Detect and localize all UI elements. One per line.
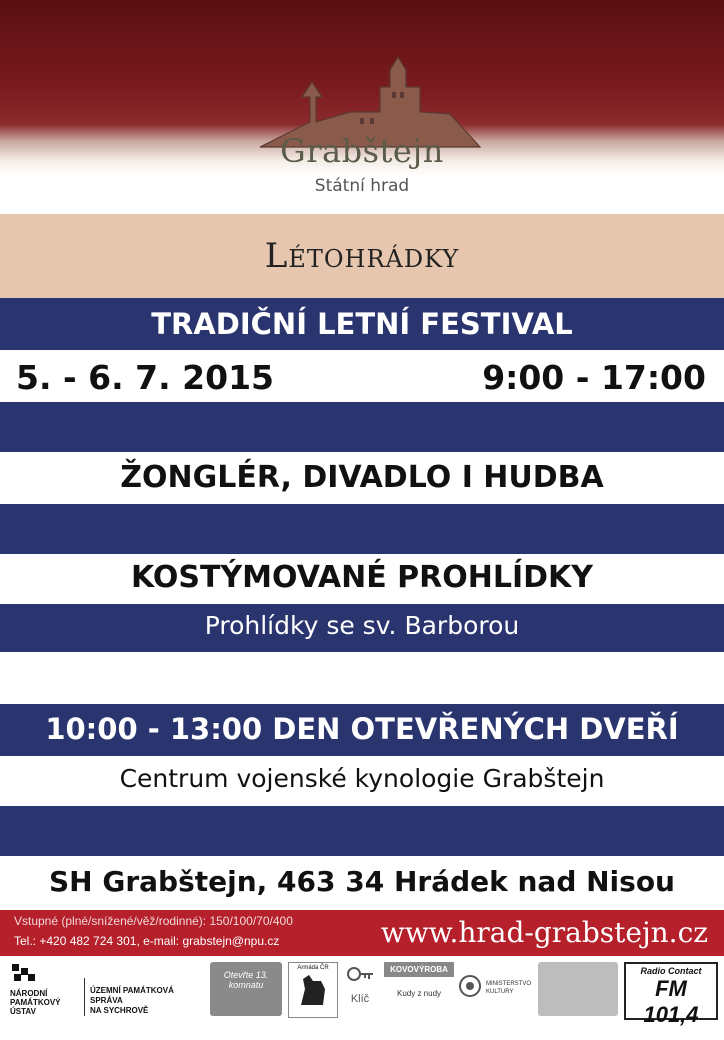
kovovyroba-logo — [384, 962, 454, 1016]
npu-line-1: NÁRODNÍ — [10, 989, 48, 998]
program-line-1: ŽONGLÉR, DIVADLO I HUDBA — [120, 460, 604, 495]
festival-name: TRADIČNÍ LETNÍ FESTIVAL — [151, 307, 573, 341]
armada-text: Armáda ČR — [297, 965, 329, 971]
contact-text: Tel.: +420 482 724 301, e-mail: grabstejn@npu.cz — [14, 934, 280, 948]
event-title: Létohrádky — [264, 236, 460, 276]
uzs-line-1: ÚZEMNÍ PAMÁTKOVÁ SPRÁVA — [90, 986, 174, 1005]
dog-icon — [293, 971, 333, 1009]
title-band — [0, 214, 724, 298]
ministerstvo-line-1: MINISTERSTVO — [486, 981, 532, 987]
radio-line-1: Radio Contact — [640, 966, 702, 976]
radio-contact-logo — [624, 962, 718, 1027]
header — [0, 0, 724, 214]
radio-line-2: FM 101,4 — [643, 976, 699, 1027]
kudy-text: Kudy z nudy — [396, 989, 442, 998]
ministerstvo-logo — [458, 962, 534, 1016]
date-band — [0, 350, 724, 402]
program-band-1 — [0, 452, 724, 504]
stripe — [0, 504, 724, 554]
footer-bar — [0, 910, 724, 956]
key-icon — [345, 962, 375, 988]
armada-logo — [288, 962, 338, 1018]
npu-icon — [10, 962, 38, 984]
program-band-2 — [0, 554, 724, 604]
festival-band — [0, 298, 724, 350]
festival-hours: 9:00 - 17:00 — [482, 358, 706, 397]
sponsor-logos — [0, 956, 724, 1027]
stripe — [0, 652, 724, 704]
uzs-line-2: NA SYCHROVĚ — [90, 1006, 149, 1015]
divider — [84, 978, 85, 1016]
klic-logo — [342, 962, 378, 1016]
klic-text: Klíč — [350, 993, 370, 1005]
stripe — [0, 806, 724, 856]
prices-text: Vstupné (plné/snížené/věž/rodinné): 150/100/70/400 — [14, 914, 293, 928]
npu-line-2: PAMÁTKOVÝ — [10, 998, 61, 1007]
program-band-3 — [0, 704, 724, 756]
sponsor-logo-gray — [538, 962, 618, 1016]
program-line-2-sub: Prohlídky se sv. Barborou — [204, 611, 520, 640]
brand-subtitle: Státní hrad — [314, 176, 410, 196]
address-band — [0, 856, 724, 910]
program-band-2-sub — [0, 604, 724, 652]
uzs-logo — [90, 986, 202, 1040]
ministerstvo-line-2: KULTURY — [486, 989, 514, 995]
ministry-icon — [458, 974, 482, 998]
stripe — [0, 402, 724, 452]
program-line-2: KOSTÝMOVANÉ PROHLÍDKY — [130, 560, 594, 595]
kovovyroba-text: KOVOVÝROBA — [384, 962, 454, 977]
brand-name: Grabštejn — [280, 132, 444, 170]
otevrte-text: Otevřte 13. komnatu — [223, 970, 269, 990]
otevrte-logo — [210, 962, 282, 1016]
address: SH Grabštejn, 463 34 Hrádek nad Nisou — [49, 865, 675, 898]
festival-date: 5. - 6. 7. 2015 — [16, 358, 274, 397]
website-link[interactable]: www.hrad-grabstejn.cz — [380, 916, 708, 949]
program-band-3-sub — [0, 756, 724, 806]
npu-line-3: ÚSTAV — [10, 1007, 36, 1016]
program-line-3-sub: Centrum vojenské kynologie Grabštejn — [119, 764, 605, 793]
npu-logo — [10, 962, 80, 1016]
program-line-3: 10:00 - 13:00 DEN OTEVŘENÝCH DVEŘÍ — [45, 712, 679, 746]
